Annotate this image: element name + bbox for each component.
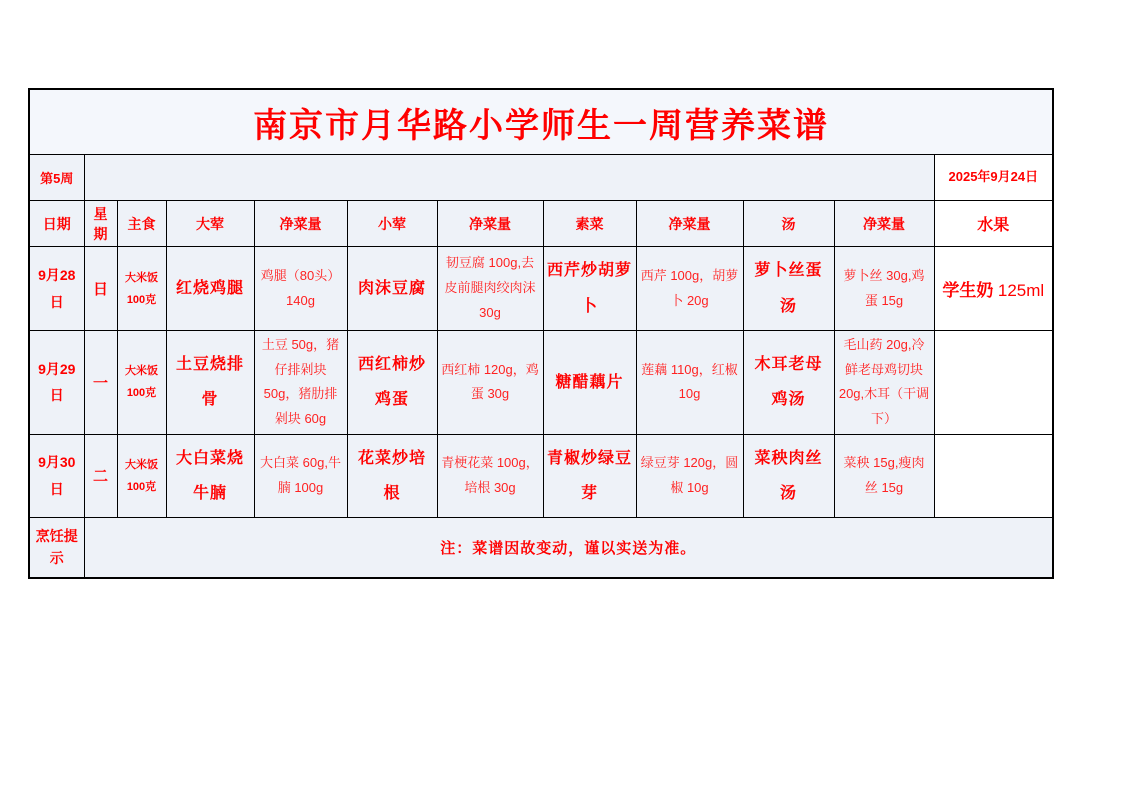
menu-change-note: 注：菜谱因故变动，谨以实送为准。 — [84, 517, 1053, 578]
cell-semi-dish: 西红柿炒鸡蛋 — [347, 331, 437, 435]
cell-weekday: 日 — [84, 247, 117, 331]
table-row — [29, 247, 1053, 331]
cell-main-dish: 红烧鸡腿 — [166, 247, 254, 331]
header-veg-dish: 素菜 — [543, 201, 636, 247]
cell-date: 9月29日 — [29, 331, 84, 435]
cell-semi-qty: 韧豆腐 100g,去皮前腿肉绞肉沫 30g — [437, 247, 543, 331]
week-number: 第5周 — [29, 155, 84, 201]
cell-veg-dish: 糖醋藕片 — [543, 331, 636, 435]
header-date: 日期 — [29, 201, 84, 247]
cell-veg-qty: 西芹 100g，胡萝卜 20g — [636, 247, 743, 331]
cell-semi-qty: 青梗花菜 100g，培根 30g — [437, 434, 543, 517]
table-row — [29, 434, 1053, 517]
page-title: 南京市月华路小学师生一周营养菜谱 — [29, 89, 1053, 155]
column-header-row — [29, 201, 1053, 247]
header-staple: 主食 — [117, 201, 166, 247]
header-main-dish: 大荤 — [166, 201, 254, 247]
weekly-menu-table — [28, 88, 1054, 579]
header-soup-qty: 净菜量 — [834, 201, 934, 247]
cell-main-dish: 土豆烧排骨 — [166, 331, 254, 435]
cell-fruit — [934, 434, 1053, 517]
fruit-quantity: 125ml — [997, 281, 1045, 300]
cell-soup-qty: 毛山药 20g,冷鲜老母鸡切块 20g,木耳（干调下） — [834, 331, 934, 435]
cell-staple: 大米饭 100克 — [117, 434, 166, 517]
cell-veg-qty: 绿豆芽 120g，圆椒 10g — [636, 434, 743, 517]
footer-row — [29, 517, 1053, 578]
cell-staple: 大米饭 100克 — [117, 247, 166, 331]
cell-soup-qty: 萝卜丝 30g,鸡蛋 15g — [834, 247, 934, 331]
cooking-tips-label: 烹饪提示 — [29, 517, 84, 578]
cell-date: 9月28日 — [29, 247, 84, 331]
cell-soup: 萝卜丝蛋汤 — [743, 247, 834, 331]
cell-veg-qty: 莲藕 110g，红椒 10g — [636, 331, 743, 435]
menu-date: 2025年9月24日 — [934, 155, 1053, 201]
cell-main-qty: 大白菜 60g,牛腩 100g — [254, 434, 347, 517]
header-fruit: 水果 — [934, 201, 1053, 247]
cell-main-qty: 土豆 50g，猪仔排剁块 50g，猪肋排剁块 60g — [254, 331, 347, 435]
cell-weekday: 二 — [84, 434, 117, 517]
cell-weekday: 一 — [84, 331, 117, 435]
cell-fruit — [934, 247, 1053, 331]
cell-date: 9月30日 — [29, 434, 84, 517]
cell-main-dish: 大白菜烧牛腩 — [166, 434, 254, 517]
cell-veg-dish: 青椒炒绿豆芽 — [543, 434, 636, 517]
cell-main-qty: 鸡腿（80头）140g — [254, 247, 347, 331]
header-main-qty: 净菜量 — [254, 201, 347, 247]
header-veg-qty: 净菜量 — [636, 201, 743, 247]
cell-semi-dish: 肉沫豆腐 — [347, 247, 437, 331]
cell-soup: 菜秧肉丝汤 — [743, 434, 834, 517]
cell-soup: 木耳老母鸡汤 — [743, 331, 834, 435]
cell-veg-dish: 西芹炒胡萝卜 — [543, 247, 636, 331]
cell-staple: 大米饭 100克 — [117, 331, 166, 435]
week-row-spacer — [84, 155, 934, 201]
cell-fruit — [934, 331, 1053, 435]
table-row — [29, 331, 1053, 435]
fruit-name: 学生奶 — [942, 281, 994, 300]
header-semi-dish: 小荤 — [347, 201, 437, 247]
cell-semi-qty: 西红柿 120g，鸡蛋 30g — [437, 331, 543, 435]
title-row — [29, 89, 1053, 155]
header-weekday: 星期 — [84, 201, 117, 247]
cell-soup-qty: 菜秧 15g,瘦肉丝 15g — [834, 434, 934, 517]
week-row — [29, 155, 1053, 201]
cell-semi-dish: 花菜炒培根 — [347, 434, 437, 517]
header-semi-qty: 净菜量 — [437, 201, 543, 247]
header-soup: 汤 — [743, 201, 834, 247]
